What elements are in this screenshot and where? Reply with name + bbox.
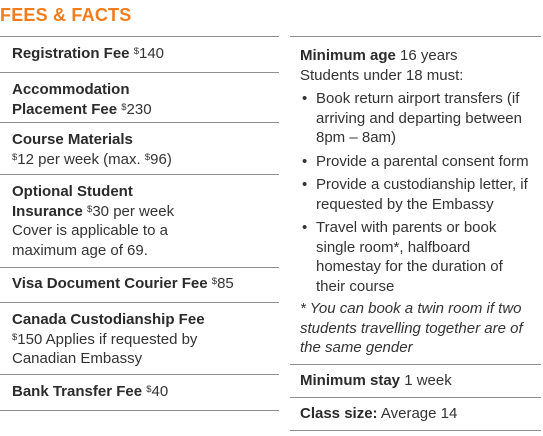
currency-symbol: $: [133, 46, 139, 57]
currency-symbol: $: [121, 101, 127, 113]
registration-fee-row: [0, 37, 279, 72]
course-materials-text: per week (max.: [33, 150, 145, 168]
bank-transfer-label: Bank Transfer Fee: [12, 383, 143, 400]
insurance-desc-line1: Cover is applicable to a: [12, 222, 168, 239]
requirements-list: [300, 89, 541, 296]
accommodation-fee-label-line2: Placement Fee: [12, 100, 118, 118]
note-line: the same gender: [300, 339, 413, 356]
class-size-value: Average 14: [377, 405, 458, 422]
minimum-age-section: [290, 37, 541, 364]
course-materials-label: Course Materials: [12, 131, 133, 148]
insurance-label-line2: Insurance: [12, 202, 83, 220]
course-materials-row: [0, 123, 279, 174]
visa-courier-amount: 85: [217, 275, 234, 292]
insurance-text: per week: [109, 202, 175, 220]
note-line: * You can book a twin room if two: [300, 300, 522, 317]
canada-custodianship-row: [0, 303, 279, 374]
list-item-line: single room*, halfboard: [316, 238, 471, 256]
canada-custodianship-text-line2: Canadian Embassy: [12, 350, 143, 367]
bank-transfer-row: [0, 375, 279, 410]
insurance-row: [0, 175, 279, 267]
minimum-stay-row: [290, 365, 541, 397]
visa-courier-row: [0, 268, 279, 302]
fees-column: [0, 36, 279, 411]
currency-symbol: $: [87, 203, 93, 215]
twin-room-note: [300, 299, 541, 358]
minimum-age-intro: Students under 18 must:: [300, 66, 464, 84]
list-item-line: homestay for the duration of: [316, 258, 503, 275]
list-item-line: • Book return airport transfers (if: [316, 90, 520, 107]
divider: [0, 410, 279, 411]
minimum-age-value: 16 years: [395, 47, 458, 64]
list-item: [300, 218, 541, 296]
list-item-line: • Provide a parental consent form: [316, 152, 529, 170]
page-title: FEES & FACTS: [0, 5, 132, 25]
course-materials-amount: 12: [17, 150, 34, 168]
accommodation-fee-amount: 230: [126, 100, 152, 118]
canada-custodianship-amount: 150: [17, 330, 43, 348]
minimum-stay-value: 1 week: [400, 372, 452, 389]
accommodation-fee-label-line1: Accommodation: [12, 81, 130, 98]
list-item-line: 8pm – 8am): [316, 129, 397, 146]
canada-custodianship-text: Applies if requested by: [42, 330, 198, 348]
currency-symbol: $: [144, 151, 151, 163]
currency-symbol: $: [211, 276, 218, 287]
list-item-line: their course: [316, 277, 395, 295]
course-materials-close: ): [166, 150, 172, 168]
currency-symbol: $: [12, 331, 18, 343]
insurance-label-line1: Optional Student: [12, 183, 133, 200]
minimum-stay-label: Minimum stay: [300, 372, 401, 389]
registration-fee-amount: 140: [139, 45, 165, 62]
class-size-row: [290, 398, 541, 430]
list-item: [300, 175, 541, 214]
list-item: [300, 152, 541, 172]
insurance-amount: 30: [92, 202, 110, 220]
divider: [290, 430, 541, 431]
list-item-line: requested by the Embassy: [316, 195, 494, 213]
list-item-line: • Travel with parents or book: [316, 219, 497, 236]
accommodation-fee-row: [0, 73, 279, 122]
class-size-label: Class size:: [300, 405, 378, 422]
visa-courier-label: Visa Document Courier Fee: [12, 275, 208, 292]
insurance-desc-line2: maximum age of 69.: [12, 241, 148, 259]
currency-symbol: $: [146, 384, 152, 395]
facts-column: [290, 36, 541, 431]
list-item-line: • Provide a custodianship letter, if: [316, 176, 528, 193]
currency-symbol: $: [12, 151, 18, 163]
canada-custodianship-label: Canada Custodianship Fee: [12, 311, 205, 328]
note-line: students travelling together are of: [300, 319, 523, 337]
registration-fee-label: Registration Fee: [12, 45, 130, 62]
list-item-line: arriving and departing between: [316, 109, 522, 127]
bank-transfer-amount: 40: [151, 383, 169, 400]
minimum-age-label: Minimum age: [300, 47, 396, 64]
course-materials-max: 96: [150, 150, 167, 168]
list-item: [300, 89, 541, 148]
